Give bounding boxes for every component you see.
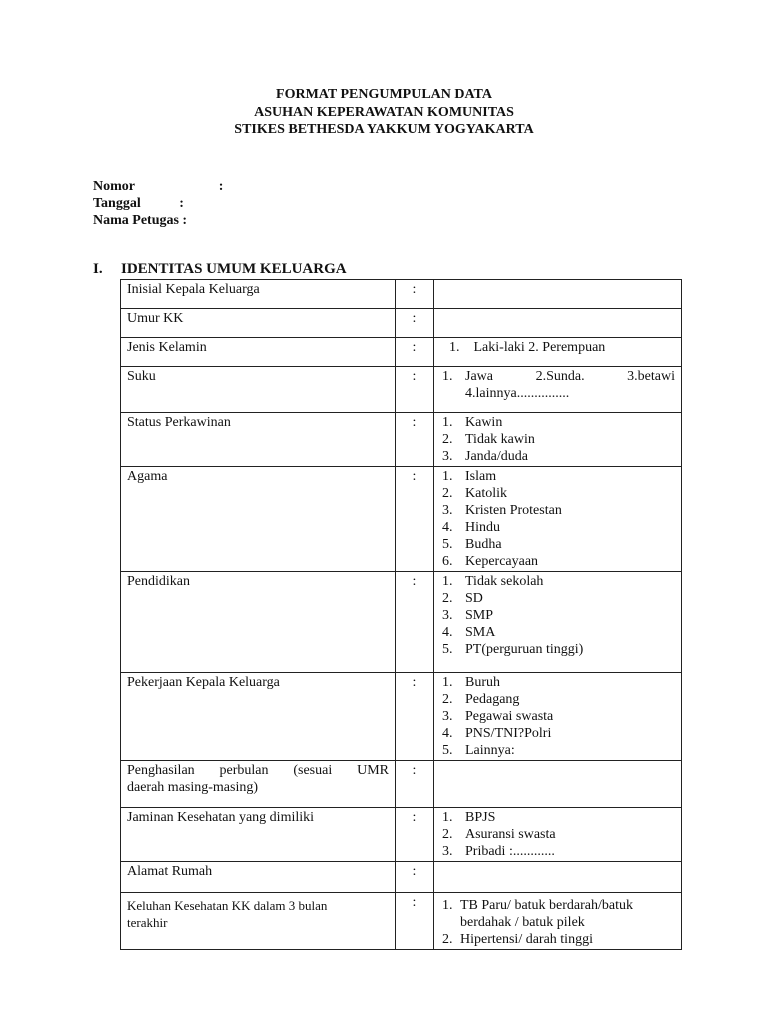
- row-pendidikan: [121, 572, 682, 673]
- options-pekerjaan: [440, 674, 675, 759]
- value-jaminan: [434, 808, 682, 862]
- row-agama: [121, 467, 682, 572]
- options-status: [440, 414, 675, 465]
- suku-sunda: 2.Sunda.: [535, 369, 585, 384]
- colon: :: [396, 572, 434, 673]
- option-item[interactable]: 1. BPJS: [442, 810, 496, 825]
- row-status: [121, 413, 682, 467]
- value-inisial[interactable]: [434, 280, 682, 309]
- value-pendidikan: [434, 572, 682, 673]
- option-item[interactable]: 2. Pedagang: [442, 692, 520, 707]
- option-item[interactable]: 3. Pribadi :............: [442, 844, 555, 859]
- row-keluhan: [121, 893, 682, 950]
- options-agama: [440, 468, 675, 570]
- options-pendidikan: [440, 573, 675, 658]
- value-umur[interactable]: [434, 309, 682, 338]
- option-item[interactable]: 1. Tidak sekolah: [442, 574, 544, 589]
- colon: :: [396, 413, 434, 467]
- option-item[interactable]: 2. Asuransi swasta: [442, 827, 556, 842]
- value-pekerjaan: [434, 673, 682, 761]
- option-item[interactable]: 5. Budha: [442, 537, 502, 552]
- option-item[interactable]: 3. SMP: [442, 608, 494, 623]
- keluhan-line2: terakhir: [127, 915, 168, 930]
- suku-jawa: Jawa: [465, 369, 493, 384]
- label-status: Status Perkawinan: [121, 413, 396, 467]
- option-item[interactable]: 4. SMA: [442, 625, 496, 640]
- nomor-field: Nomor :: [93, 179, 224, 194]
- option-item[interactable]: 3. Pegawai swasta: [442, 709, 554, 724]
- row-alamat: [121, 862, 682, 893]
- option-item[interactable]: 2. Tidak kawin: [442, 432, 535, 447]
- option-item[interactable]: 1. Islam: [442, 469, 497, 484]
- option-item[interactable]: 2. SD: [442, 591, 483, 606]
- colon: :: [396, 893, 434, 950]
- row-penghasilan: [121, 761, 682, 808]
- value-penghasilan[interactable]: [434, 761, 682, 808]
- form-subtitle: ASUHAN KEPERAWATAN KOMUNITAS: [254, 105, 514, 120]
- suku-betawi: 3.betawi: [627, 369, 675, 384]
- section-number: I.: [93, 261, 103, 277]
- colon: :: [396, 367, 434, 413]
- value-agama: [434, 467, 682, 572]
- option-item[interactable]: 5. PT(perguruan tinggi): [442, 642, 584, 657]
- value-keluhan: [434, 893, 682, 950]
- label-alamat: Alamat Rumah: [121, 862, 396, 893]
- option-item[interactable]: 4. PNS/TNI?Polri: [442, 726, 552, 741]
- row-suku: [121, 367, 682, 413]
- institution-name: STIKES BETHESDA YAKKUM YOGYAKARTA: [234, 122, 534, 137]
- option-item[interactable]: 6. Kepercayaan: [442, 554, 539, 569]
- colon: :: [396, 673, 434, 761]
- row-pekerjaan: [121, 673, 682, 761]
- colon: :: [396, 862, 434, 893]
- form-title: FORMAT PENGUMPULAN DATA: [276, 87, 492, 102]
- label-umur: Umur KK: [121, 309, 396, 338]
- penghasilan-line1: Penghasilan perbulan (sesuai UMR: [127, 763, 389, 778]
- options-jaminan: [440, 809, 675, 860]
- colon: :: [396, 280, 434, 309]
- label-keluhan: [121, 893, 396, 950]
- option-item[interactable]: 1. Buruh: [442, 675, 500, 690]
- label-penghasilan: [121, 761, 396, 808]
- label-jenis-kelamin: Jenis Kelamin: [121, 338, 396, 367]
- keluhan-option-2[interactable]: 2. Hipertensi/ darah tinggi: [442, 932, 593, 947]
- label-inisial: Inisial Kepala Keluarga: [121, 280, 396, 309]
- label-pendidikan: Pendidikan: [121, 572, 396, 673]
- label-pekerjaan: Pekerjaan Kepala Keluarga: [121, 673, 396, 761]
- penghasilan-line2: daerah masing-masing): [127, 780, 259, 795]
- section-title: IDENTITAS UMUM KELUARGA: [121, 261, 347, 277]
- value-status: [434, 413, 682, 467]
- tanggal-field: Tanggal :: [93, 196, 184, 211]
- option-item[interactable]: 3. Kristen Protestan: [442, 503, 562, 518]
- colon: :: [396, 808, 434, 862]
- suku-lainnya: 4.lainnya...............: [465, 386, 570, 401]
- colon: :: [396, 338, 434, 367]
- label-agama: Agama: [121, 467, 396, 572]
- colon: :: [396, 467, 434, 572]
- value-suku[interactable]: [434, 367, 682, 413]
- option-item[interactable]: 3. Janda/duda: [442, 449, 528, 464]
- label-suku: Suku: [121, 367, 396, 413]
- value-alamat[interactable]: [434, 862, 682, 893]
- identity-table: [120, 279, 682, 950]
- keluhan-option-1[interactable]: 1. TB Paru/ batuk berdarah/batuk berdahak / batuk pilek: [442, 898, 634, 930]
- option-item[interactable]: 2. Katolik: [442, 486, 507, 501]
- row-jenis-kelamin: [121, 338, 682, 367]
- row-umur: [121, 309, 682, 338]
- option-item[interactable]: 4. Hindu: [442, 520, 500, 535]
- label-jaminan: Jaminan Kesehatan yang dimiliki: [121, 808, 396, 862]
- keluhan-line1: Keluhan Kesehatan KK dalam 3 bulan: [127, 898, 328, 913]
- row-jaminan: [121, 808, 682, 862]
- suku-num: 1.: [442, 369, 453, 384]
- option-item[interactable]: 1. Kawin: [442, 415, 503, 430]
- colon: :: [396, 309, 434, 338]
- nama-petugas-field: Nama Petugas :: [93, 213, 188, 228]
- row-inisial: [121, 280, 682, 309]
- option-item[interactable]: 5. Lainnya:: [442, 743, 515, 758]
- value-jenis-kelamin[interactable]: 1. Laki-laki 2. Perempuan: [434, 338, 682, 367]
- colon: :: [396, 761, 434, 808]
